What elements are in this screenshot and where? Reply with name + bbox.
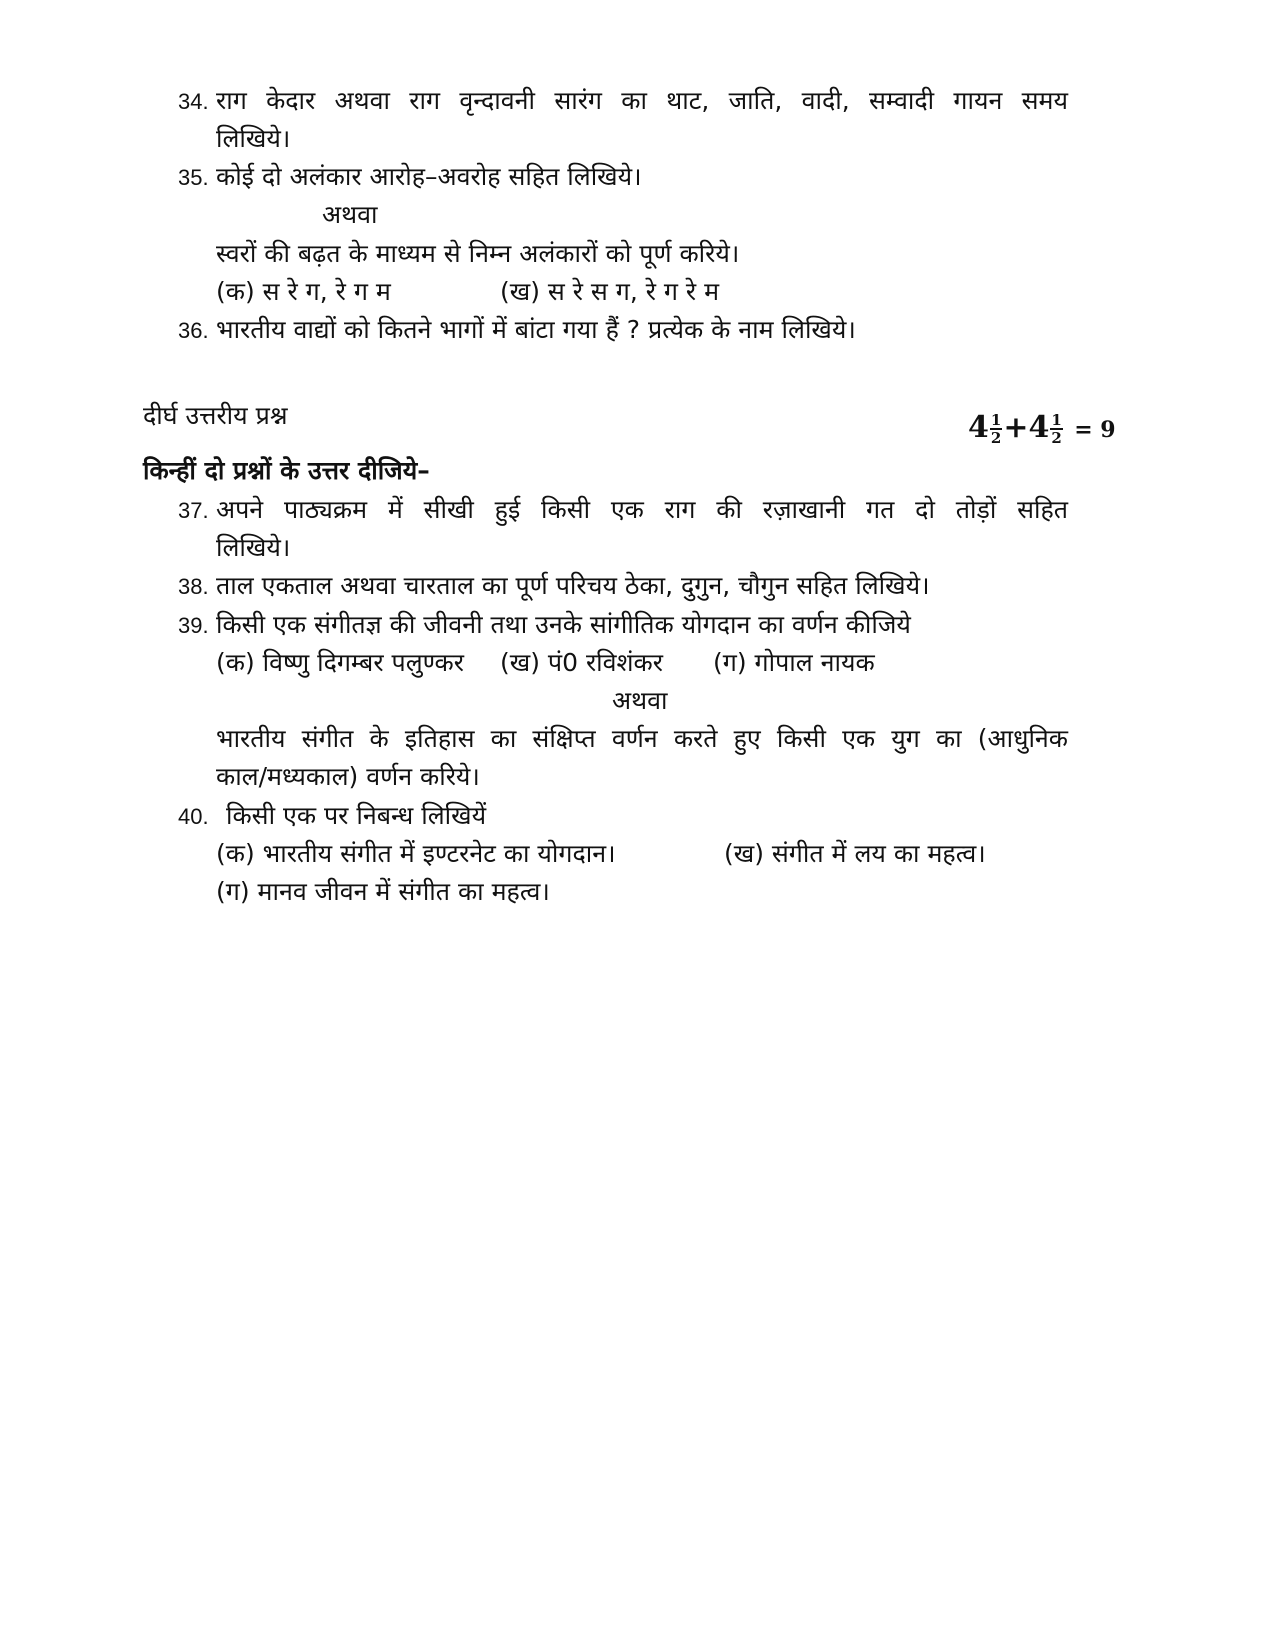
q40-number: 40. (178, 804, 209, 829)
q34-line1 (178, 84, 1068, 119)
q40-option-ga: (ग) मानव जीवन में संगीत का महत्व। (216, 877, 550, 906)
q36-line (178, 313, 856, 348)
marks-a-denominator: 2 (990, 429, 1002, 447)
q40-option-kha: (ख) संगीत में लय का महत्व। (724, 839, 986, 868)
marks-a-numerator: 1 (990, 411, 1002, 429)
q39-alt-line2: काल/मध्यकाल) वर्णन करिये। (216, 762, 480, 791)
q37-line2: लिखिये। (216, 533, 291, 562)
q40-option-ka: (क) भारतीय संगीत में इण्टरनेट का योगदान। (216, 839, 616, 868)
q39-alt-line1: भारतीय संगीत के इतिहास का संक्षिप्त वर्णन करते हुए किसी एक युग का (आधुनिक (216, 724, 1068, 753)
q39-number: 39. (178, 613, 209, 638)
q37-line1 (178, 493, 1068, 528)
q39-option-ka: (क) विष्णु दिगम्बर पलुण्कर (216, 648, 464, 677)
marks-plus: + (1003, 410, 1029, 445)
marks-b-numerator: 1 (1051, 411, 1062, 429)
q35-line (178, 160, 642, 195)
q39-option-kha: (ख) पं0 रविशंकर (500, 648, 663, 677)
section-instruction: किन्हीं दो प्रश्नों के उत्तर दीजिये– (143, 456, 430, 485)
q38-text: ताल एकताल अथवा चारताल का पूर्ण परिचय ठेका, दुगुन, चौगुन सहित लिखिये। (216, 571, 930, 600)
section-title: दीर्घ उत्तरीय प्रश्न (143, 401, 288, 430)
marks-b-whole: 4 (1028, 410, 1050, 445)
q37-text: अपने पाठ्यक्रम में सीखी हुई किसी एक राग की रज़ाखानी गत दो तोड़ों सहित (216, 495, 1068, 524)
q35-or: अथवा (322, 200, 378, 229)
marks-b-denominator: 2 (1051, 429, 1062, 447)
q39-text: किसी एक संगीतज्ञ की जीवनी तथा उनके सांगीतिक योगदान का वर्णन कीजिये (216, 610, 911, 639)
q35-alt: स्वरों की बढ़त के माध्यम से निम्न अलंकारों को पूर्ण करिये। (216, 239, 740, 268)
q35-option-ka: (क) स रे ग, रे ग म (216, 277, 391, 306)
q35-text: कोई दो अलंकार आरोह–अवरोह सहित लिखिये। (216, 162, 642, 191)
marks-b-fraction (1050, 412, 1062, 446)
q39-or: अथवा (612, 686, 668, 715)
q34-number: 34. (178, 89, 209, 114)
q34-line2: लिखिये। (216, 124, 291, 153)
q38-number: 38. (178, 574, 209, 599)
q37-number: 37. (178, 498, 209, 523)
q40-line (178, 799, 486, 834)
q35-option-kha: (ख) स रे स ग, रे ग रे म (500, 277, 720, 306)
q35-number: 35. (178, 165, 209, 190)
q36-number: 36. (178, 318, 209, 343)
marks-a-whole: 4 (968, 410, 989, 445)
q39-option-ga: (ग) गोपाल नायक (713, 648, 875, 677)
section-marks (968, 408, 1116, 450)
q38-line (178, 569, 930, 604)
marks-a-fraction (990, 412, 1002, 446)
marks-total: = 9 (1074, 417, 1116, 443)
q34-text: राग केदार अथवा राग वृन्दावनी सारंग का थाट, जाति, वादी, सम्वादी गायन समय (216, 86, 1068, 115)
q39-line (178, 608, 911, 643)
q40-text: किसी एक पर निबन्ध लिखियें (226, 801, 487, 830)
q36-text: भारतीय वाद्यों को कितने भागों में बांटा गया हैं ? प्रत्येक के नाम लिखिये। (216, 315, 856, 344)
